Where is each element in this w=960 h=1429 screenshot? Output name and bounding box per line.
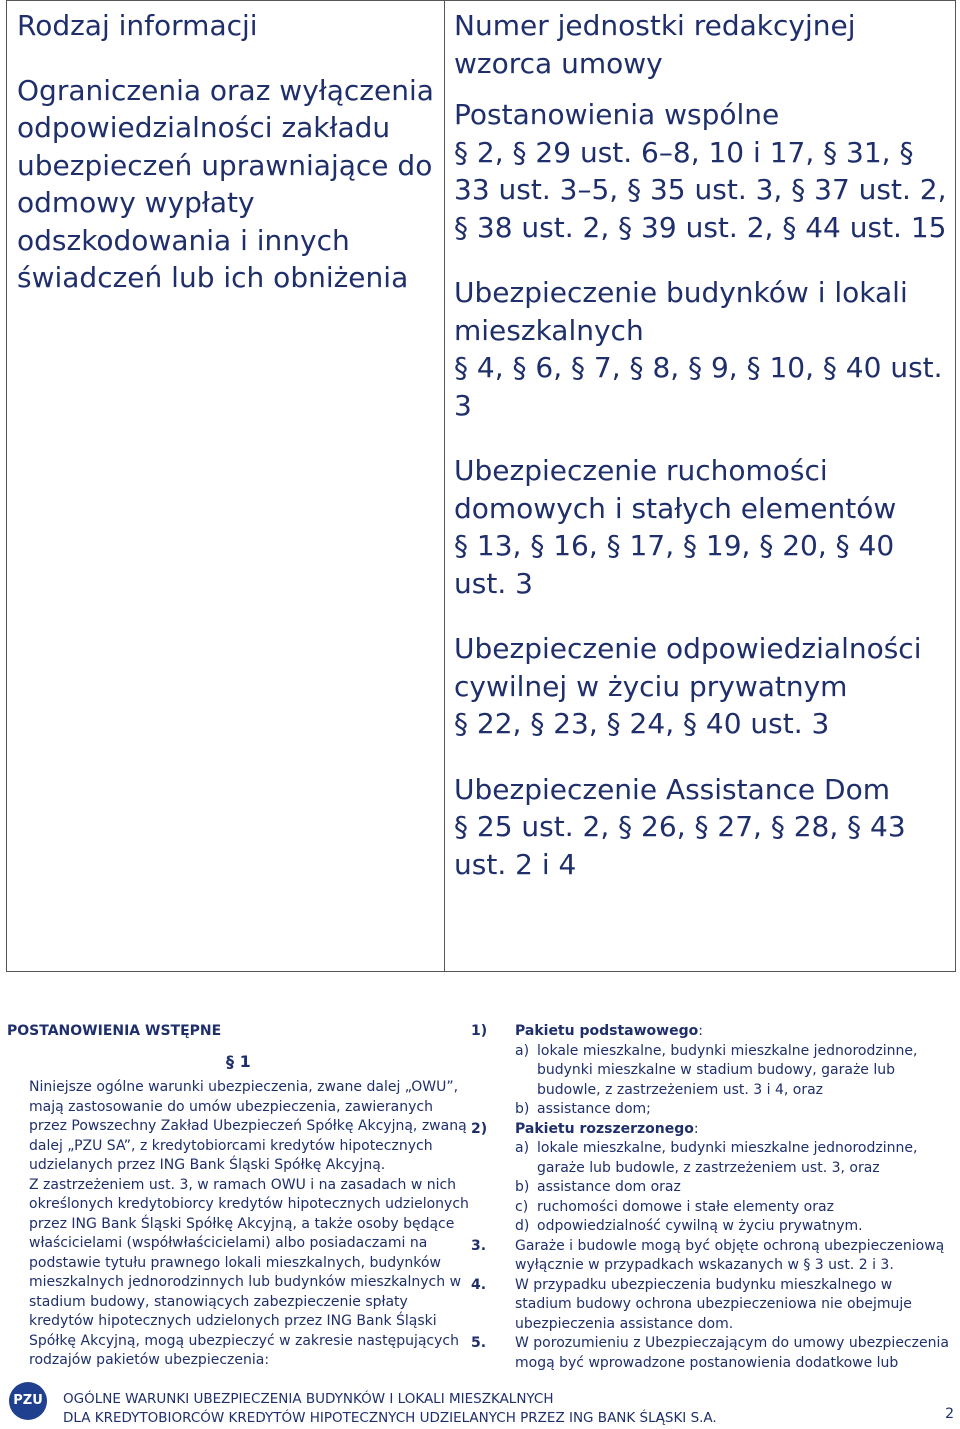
- item-text: W przypadku ubezpieczenia budynku mieszkalnego w stadium budowy ochrona ubezpieczeniowa nie obejmuje ubezpieczenia assistance dom.: [515, 1276, 912, 1332]
- sub-item: [493, 1100, 953, 1120]
- sub-text: assistance dom;: [537, 1101, 651, 1117]
- article-item: [471, 1237, 953, 1276]
- pzu-logo: PZU: [9, 1382, 47, 1420]
- section-list: [454, 96, 949, 883]
- sub-text: lokale mieszkalne, budynki mieszkalne jednorodzinne, garaże lub budowle, z zastrzeżeniem ust. 3, oraz: [537, 1140, 918, 1176]
- sub-item: [493, 1178, 953, 1198]
- list-item: [471, 1120, 953, 1140]
- footer-line-2: DLA KREDYTOBIORCÓW KREDYTÓW HIPOTECZNYCH UDZIELANYCH PRZEZ ING BANK ŚLĄSKI S.A.: [63, 1410, 717, 1426]
- table-section: [454, 96, 949, 246]
- sub-letter: a): [515, 1042, 530, 1059]
- article-item: [471, 1334, 953, 1373]
- section-heading: Ubezpieczenie odpowiedzialności cywilnej w życiu prywatnym: [454, 632, 922, 703]
- item-number: 3.: [471, 1237, 487, 1254]
- list-colon: :: [698, 1023, 703, 1039]
- list-heading: Pakietu rozszerzonego: [515, 1120, 694, 1137]
- sub-text: ruchomości domowe i stałe elementy oraz: [537, 1198, 834, 1215]
- item-number: [7, 1078, 29, 1098]
- col2-header: Numer jednostki redakcyjnej wzorca umowy: [454, 9, 856, 80]
- list-number: 1): [471, 1023, 488, 1039]
- section-heading: Ubezpieczenie Assistance Dom: [454, 772, 891, 806]
- item-text: W porozumieniu z Ubezpieczającym do umowy ubezpieczenia mogą być wprowadzone postanowienia dodatkowe lub: [515, 1335, 949, 1371]
- item-text: Z zastrzeżeniem ust. 3, w ramach OWU i na zasadach w nich określonych kredytobiorcy kredytów hipotecznych udzielonych przez ING Bank Śląski Spółkę Akcyjną, a także osoby będące właścicielami (współwłaścicielami) albo posiadaczami na podstawie tytułu prawnego lokali mieszkalnych, budynków mieszkalnych jednorodzinnych lub budynków mieszkalnych w stadium budowy, stanowiących zabezpieczenie spłaty kredytów hipotecznych udzielonych przez ING Bank Śląski Spółkę Akcyjną, mogą ubezpieczyć w zakresie następujących rodzajów pakietów ubezpieczenia:: [29, 1176, 469, 1368]
- table-section: [454, 274, 949, 424]
- table-section: [454, 452, 949, 602]
- item-text: Niniejsze ogólne warunki ubezpieczenia, zwane dalej „OWU”, mają zastosowanie do umów ubezpieczenia, zawieranych przez Powszechny Zakład Ubezpieczeń Spółkę Akcyjną, zwaną dalej „PZU SA”, z kredytobiorcami kredytów hipotecznych udzielanych przez ING Bank Śląski Spółkę Akcyjną.: [29, 1079, 467, 1173]
- sub-text: assistance dom oraz: [537, 1179, 681, 1195]
- section-refs: § 22, § 23, § 24, § 40 ust. 3: [454, 707, 830, 740]
- section-heading: Ubezpieczenie budynków i lokali mieszkalnych: [454, 276, 908, 347]
- article-item: [7, 1078, 475, 1176]
- article-left-column: [7, 1078, 475, 1371]
- sub-letter: d): [515, 1218, 530, 1234]
- table-left-column: [17, 1, 437, 297]
- row-label: Ograniczenia oraz wyłączenia odpowiedzialności zakładu ubezpieczeń uprawniające do odmowy wypłaty odszkodowania i innych świadczeń lub ich obniżenia: [17, 73, 434, 294]
- table-divider: [444, 1, 445, 971]
- page-number: 2: [945, 1406, 954, 1422]
- section-title: POSTANOWIENIA WSTĘPNE: [7, 1023, 222, 1039]
- list-colon: :: [693, 1120, 699, 1137]
- table-section: [454, 630, 949, 743]
- sub-item: [493, 1198, 953, 1218]
- section-refs: § 13, § 16, § 17, § 19, § 20, § 40 ust. 3: [454, 529, 895, 600]
- footer-line-1: OGÓLNE WARUNKI UBEZPIECZENIA BUDYNKÓW I LOKALI MIESZKALNYCH: [63, 1391, 554, 1407]
- section-refs: § 25 ust. 2, § 26, § 27, § 28, § 43 ust. 2 i 4: [454, 810, 906, 881]
- list-number: 2): [471, 1120, 488, 1137]
- page-footer: [0, 1378, 960, 1429]
- section-refs: § 4, § 6, § 7, § 8, § 9, § 10, § 40 ust. 3: [454, 351, 943, 422]
- footer-text: [63, 1390, 717, 1428]
- table-section: [454, 771, 949, 884]
- paragraph-mark: § 1: [226, 1052, 251, 1071]
- sub-letter: a): [515, 1140, 530, 1156]
- sub-letter: c): [515, 1198, 529, 1215]
- info-table: [6, 0, 956, 972]
- sub-letter: b): [515, 1101, 530, 1117]
- col1-header: Rodzaj informacji: [17, 9, 258, 42]
- article-item: [471, 1276, 953, 1335]
- section-refs: § 2, § 29 ust. 6–8, 10 i 17, § 31, § 33 ust. 3–5, § 35 ust. 3, § 37 ust. 2, § 38 ust. 2, § 39 ust. 2, § 44 ust. 15: [454, 135, 947, 244]
- article-right-column: [471, 1022, 953, 1373]
- sub-item: [493, 1139, 953, 1178]
- sub-letter: b): [515, 1179, 530, 1195]
- item-number: [7, 1176, 29, 1196]
- item-number: 5.: [471, 1335, 487, 1351]
- sub-item: [493, 1217, 953, 1237]
- item-number: 4.: [471, 1276, 487, 1293]
- sub-text: odpowiedzialność cywilną w życiu prywatnym.: [537, 1218, 863, 1234]
- list-item: [471, 1022, 953, 1042]
- table-right-column: [454, 1, 949, 883]
- sub-item: [493, 1042, 953, 1101]
- item-text: Garaże i budowle mogą być objęte ochroną ubezpieczeniową wyłącznie w przypadkach wskazanych w § 3 ust. 2 i 3.: [515, 1237, 945, 1273]
- list-heading: Pakietu podstawowego: [515, 1023, 699, 1039]
- section-heading: Postanowienia wspólne: [454, 98, 780, 131]
- section-heading: Ubezpieczenie ruchomości domowych i stałych elementów: [454, 454, 897, 525]
- article-item: [7, 1176, 475, 1371]
- sub-text: lokale mieszkalne, budynki mieszkalne jednorodzinne, budynki mieszkalne w stadium budowy, garaże lub budowle, z zastrzeżeniem ust. 3 i 4, oraz: [537, 1042, 918, 1098]
